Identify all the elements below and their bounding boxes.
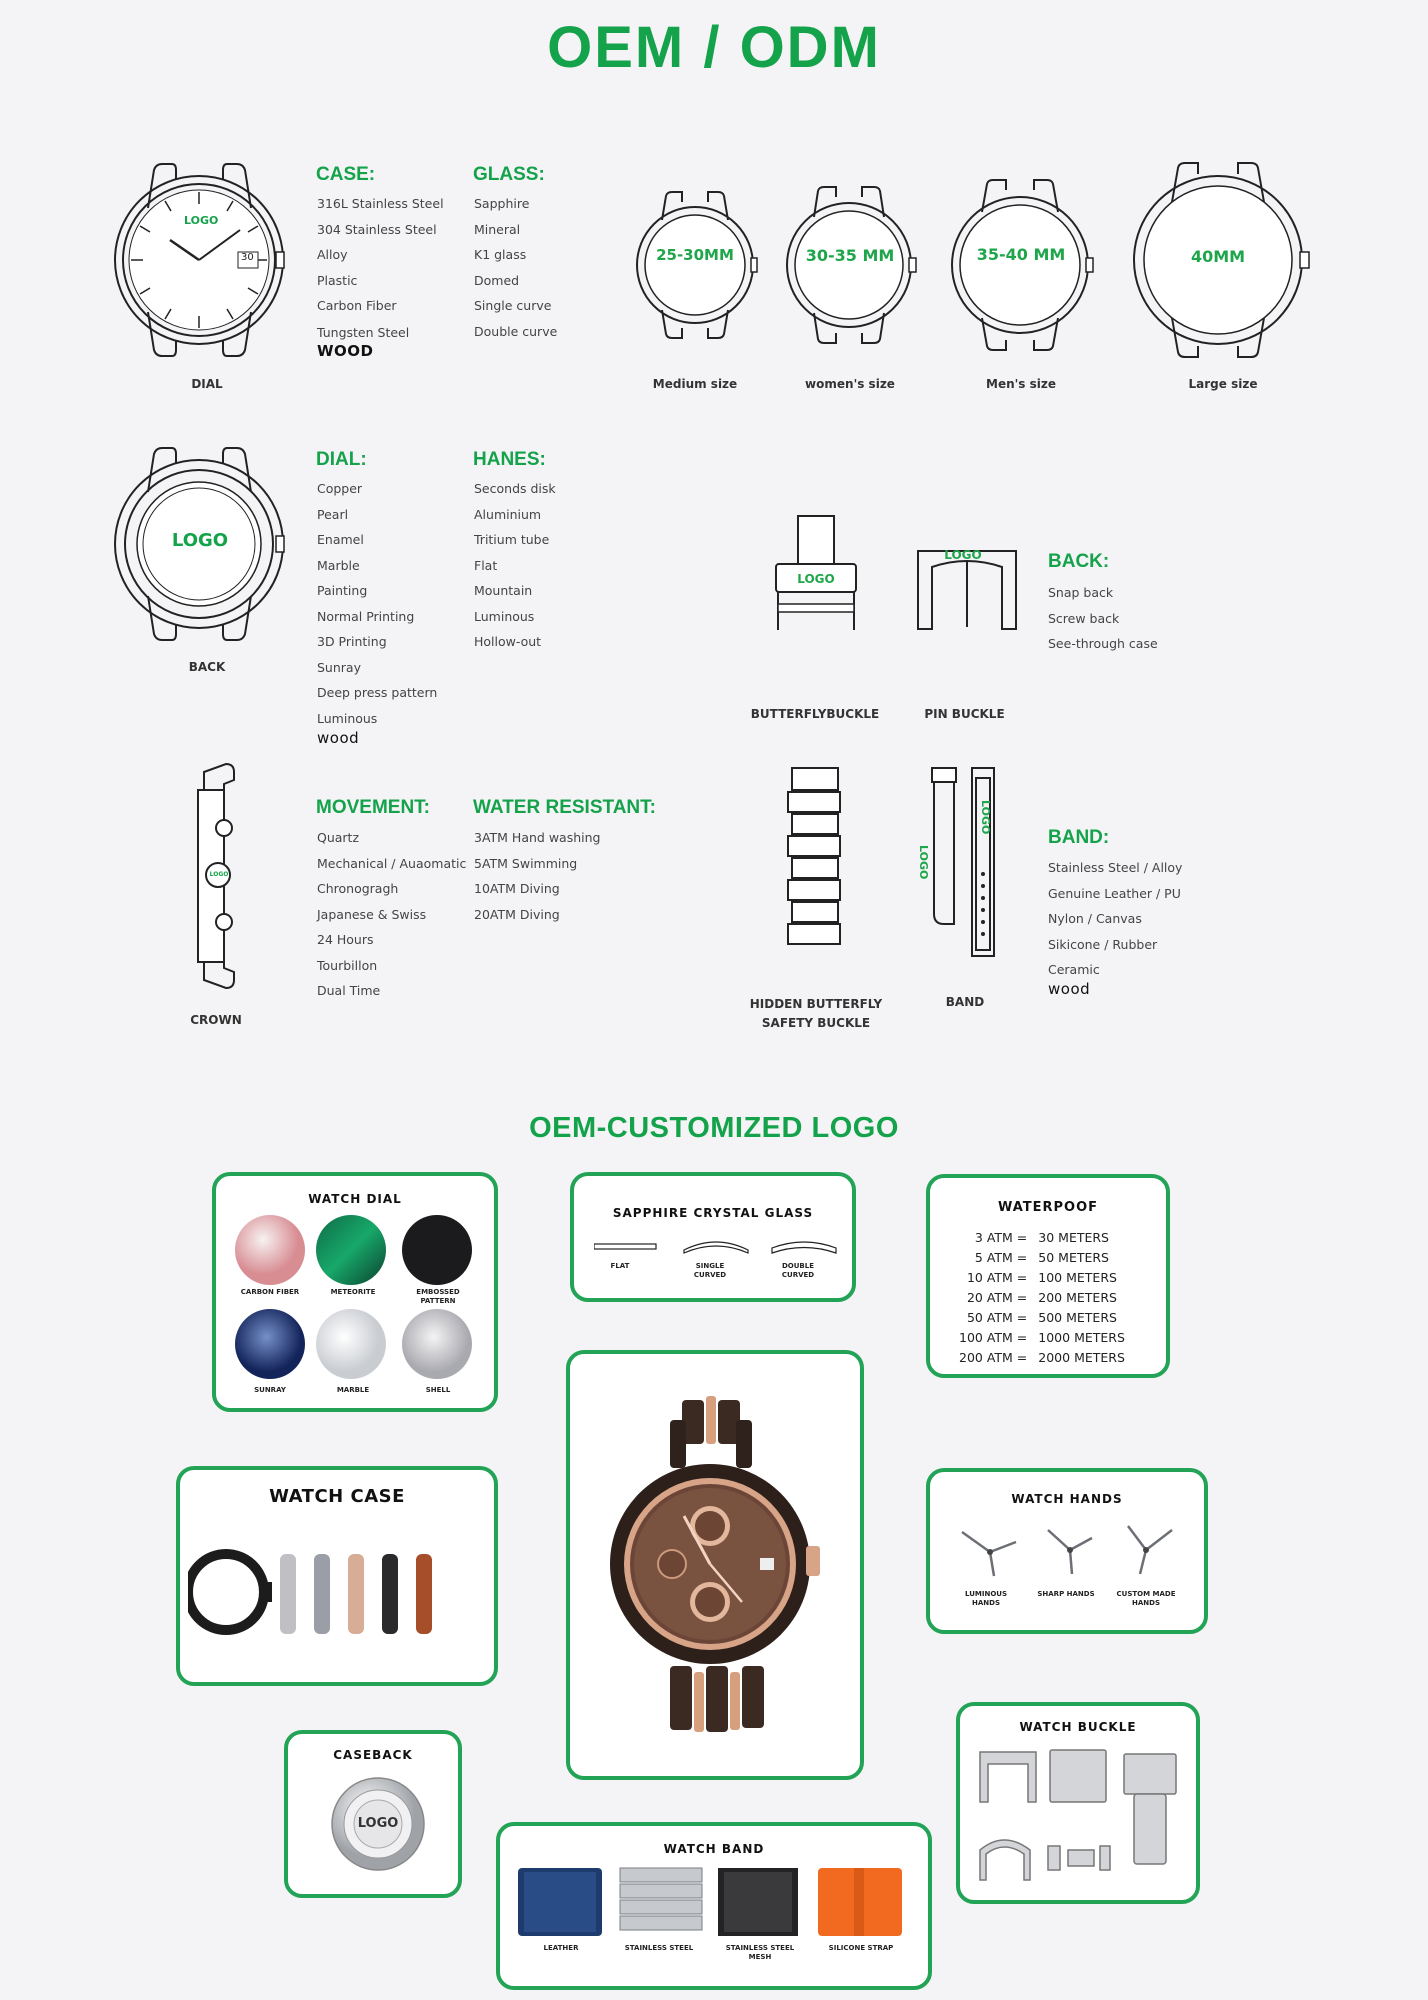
list-item: Dual Time	[317, 983, 381, 998]
hidden-butterfly-illustration	[786, 766, 846, 946]
case-samples	[188, 1542, 488, 1652]
list-item: Quartz	[317, 830, 360, 845]
list-item: Tritium tube	[474, 532, 550, 547]
product-image-card	[566, 1350, 864, 1780]
list-item: Mineral	[474, 221, 521, 237]
band-logo-text-right: LOGO	[979, 800, 992, 835]
list-item: Screw back	[1048, 610, 1120, 626]
movement-heading: MOVEMENT:	[316, 797, 430, 818]
waterproof-atm: 100 ATM =	[959, 1330, 1028, 1345]
waterproof-meters: 50 METERS	[1038, 1250, 1109, 1265]
list-item: Snap back	[1048, 585, 1114, 600]
sapphire-card	[570, 1172, 856, 1302]
hands-label: LUMINOUS HANDS	[965, 1590, 1007, 1607]
band-strap-illustration	[924, 764, 1004, 964]
list-item: 5ATM Swimming	[474, 855, 578, 871]
waterproof-meters: 1000 METERS	[1038, 1330, 1125, 1345]
hands-list	[474, 476, 556, 655]
list-item: Single curve	[474, 298, 552, 313]
list-item: Enamel	[317, 532, 364, 547]
list-item: Japanese & Swiss	[317, 906, 427, 922]
dial-caption: DIAL	[191, 377, 223, 391]
hands-heading: HANES:	[473, 449, 546, 470]
waterproof-meters: 100 METERS	[1038, 1270, 1117, 1285]
swatch-label: SHELL	[425, 1386, 451, 1394]
waterproof-meters: 500 METERS	[1038, 1310, 1117, 1325]
waterproof-row	[958, 1308, 1126, 1328]
list-item: wood	[317, 728, 360, 747]
list-item: Pearl	[317, 506, 349, 522]
water-heading: WATER RESISTANT:	[473, 797, 656, 818]
date-window-text: 30	[241, 252, 254, 263]
size-caption: Large size	[1188, 377, 1258, 391]
card-title: WATCH BUCKLE	[1019, 1720, 1137, 1734]
list-item: Nylon / Canvas	[1048, 911, 1142, 926]
list-item: 20ATM Diving	[474, 906, 560, 922]
card-title: CASEBACK	[333, 1748, 413, 1762]
dial-logo-text: LOGO	[184, 214, 219, 227]
waterproof-meters: 30 METERS	[1038, 1230, 1109, 1245]
swatch-label: EMBOSSED PATTERN	[416, 1288, 460, 1305]
waterproof-meters: 2000 METERS	[1038, 1350, 1125, 1365]
list-item: wood	[1048, 980, 1091, 998]
glass-label: DOUBLE CURVED	[781, 1262, 815, 1279]
size-watch-medium	[630, 190, 760, 340]
band-samples	[518, 1862, 918, 1938]
waterproof-atm: 10 ATM =	[966, 1270, 1028, 1285]
list-item: 3D Printing	[317, 634, 387, 649]
waterproof-meters: 200 METERS	[1038, 1290, 1117, 1305]
dial-list	[317, 476, 437, 747]
swatch-label: MARBLE	[336, 1386, 370, 1394]
list-item: Chronogragh	[317, 881, 399, 896]
swatch-label: CARBON FIBER	[240, 1288, 300, 1296]
list-item: Ceramic	[1048, 962, 1100, 977]
size-mm-label: 35-40 MM	[976, 245, 1066, 264]
band-label: STAINLESS STEEL	[624, 1944, 694, 1952]
card-title: SAPPHIRE CRYSTAL GLASS	[612, 1206, 814, 1220]
glass-list	[474, 191, 557, 344]
list-item: Luminous	[474, 608, 535, 624]
back-logo-text: LOGO	[171, 530, 229, 551]
movement-list	[317, 825, 466, 1004]
waterproof-row	[958, 1248, 1126, 1268]
glass-shapes	[594, 1236, 844, 1260]
list-item: WOOD	[317, 341, 374, 360]
case-heading: CASE:	[316, 164, 376, 185]
waterproof-atm: 200 ATM =	[959, 1350, 1028, 1365]
glass-heading: GLASS:	[473, 164, 545, 185]
card-title: WATCH HANDS	[1011, 1492, 1123, 1506]
waterproof-row	[958, 1288, 1126, 1308]
waterproof-row	[958, 1228, 1126, 1248]
list-item: Sunray	[317, 659, 361, 675]
size-mm-label: 25-30MM	[656, 246, 734, 264]
water-list	[474, 825, 600, 927]
list-item: 304 Stainless Steel	[317, 221, 437, 237]
list-item: Tourbillon	[317, 957, 378, 973]
waterproof-table	[958, 1228, 1126, 1368]
watch-band-card	[496, 1822, 932, 1990]
watch-buckle-card	[956, 1702, 1200, 1904]
hands-samples	[950, 1520, 1190, 1580]
list-item: Tungsten Steel	[317, 324, 410, 340]
list-item: 10ATM Diving	[474, 881, 560, 896]
waterproof-row	[958, 1328, 1126, 1348]
card-title: WATCH BAND	[663, 1842, 765, 1856]
watch-dial-card	[212, 1172, 498, 1412]
logo-section-title: OEM-CUSTOMIZED LOGO	[529, 1112, 899, 1144]
crown-caption: CROWN	[190, 1013, 242, 1027]
waterproof-atm: 3 ATM =	[974, 1230, 1028, 1245]
card-title: WATCH CASE	[269, 1486, 405, 1507]
list-item: Sikicone / Rubber	[1048, 936, 1158, 952]
butterfly-caption: BUTTERFLYBUCKLE	[750, 707, 880, 721]
swatch-label: METEORITE	[330, 1288, 376, 1296]
list-item: Mechanical / Auaomatic	[317, 855, 467, 871]
list-item: Seconds disk	[474, 481, 556, 496]
list-item: Aluminium	[474, 506, 542, 522]
pin-logo-text: LOGO	[944, 548, 982, 562]
dial-heading: DIAL:	[316, 449, 367, 470]
waterproof-atm: 5 ATM =	[974, 1250, 1028, 1265]
band-caption: BAND	[945, 995, 985, 1009]
list-item: Double curve	[474, 323, 558, 339]
glass-label: SINGLE CURVED	[693, 1262, 727, 1279]
list-item: Hollow-out	[474, 634, 542, 649]
waterproof-row	[958, 1268, 1126, 1288]
waterproof-atm: 20 ATM =	[966, 1290, 1028, 1305]
band-list	[1048, 855, 1182, 998]
card-title: WATCH DIAL	[308, 1192, 402, 1206]
waterproof-row	[958, 1348, 1126, 1368]
list-item: Mountain	[474, 583, 533, 598]
list-item: Copper	[317, 481, 363, 496]
size-caption: women's size	[805, 377, 895, 391]
card-title: WATERPOOF	[997, 1200, 1099, 1215]
back-caption: BACK	[188, 660, 226, 674]
case-list	[317, 191, 444, 360]
band-label: SILICONE STRAP	[828, 1944, 894, 1952]
list-item: Luminous	[317, 710, 378, 726]
waterproof-atm: 50 ATM =	[966, 1310, 1028, 1325]
watch-case-card	[176, 1466, 498, 1686]
back-list	[1048, 580, 1158, 657]
back-heading: BACK:	[1048, 551, 1110, 572]
list-item: Plastic	[317, 272, 358, 288]
list-item: Genuine Leather / PU	[1048, 885, 1181, 901]
size-mm-label: 40MM	[1190, 247, 1246, 266]
list-item: Domed	[474, 272, 520, 288]
list-item: Marble	[317, 557, 360, 573]
list-item: Normal Printing	[317, 608, 415, 624]
hidden-butterfly-caption: HIDDEN BUTTERFLY SAFETY BUCKLE	[749, 997, 883, 1030]
glass-label: FLAT	[610, 1262, 630, 1270]
list-item: See-through case	[1048, 636, 1158, 651]
size-watch-men	[946, 178, 1096, 353]
band-label: STAINLESS STEEL MESH	[725, 1944, 795, 1961]
dial-watch-illustration	[112, 160, 287, 360]
hands-label: SHARP HANDS	[1037, 1590, 1095, 1598]
list-item: Carbon Fiber	[317, 298, 397, 313]
caseback-card	[284, 1730, 462, 1898]
band-logo-text-left: LOGO	[917, 845, 930, 880]
list-item: 3ATM Hand washing	[474, 830, 601, 845]
list-item: K1 glass	[474, 247, 527, 262]
hands-label: CUSTOM MADE HANDS	[1116, 1590, 1176, 1607]
caseback-logo-text: LOGO	[357, 1816, 399, 1831]
band-heading: BAND:	[1048, 827, 1110, 848]
list-item: 316L Stainless Steel	[317, 196, 444, 211]
size-caption: Men's size	[986, 377, 1056, 391]
size-mm-label: 30-35 MM	[805, 246, 895, 265]
wooden-watch-image	[610, 1396, 824, 1736]
list-item: Alloy	[317, 247, 348, 262]
swatch-label: SUNRAY	[254, 1386, 286, 1394]
list-item: 24 Hours	[317, 932, 374, 947]
band-label: LEATHER	[543, 1944, 579, 1952]
list-item: Sapphire	[474, 196, 530, 211]
crown-logo-text: LOGO	[209, 871, 229, 878]
size-caption: Medium size	[652, 377, 738, 391]
pin-caption: PIN BUCKLE	[924, 707, 1005, 721]
size-watch-women	[780, 185, 920, 345]
list-item: Painting	[317, 583, 368, 598]
waterproof-card	[926, 1174, 1170, 1378]
list-item: Deep press pattern	[317, 685, 438, 700]
list-item: Stainless Steel / Alloy	[1048, 860, 1183, 875]
butterfly-logo-text: LOGO	[797, 572, 835, 586]
page-title: OEM / ODM	[547, 15, 881, 80]
watch-hands-card	[926, 1468, 1208, 1634]
buckle-samples	[974, 1746, 1188, 1896]
list-item: Flat	[474, 557, 498, 573]
